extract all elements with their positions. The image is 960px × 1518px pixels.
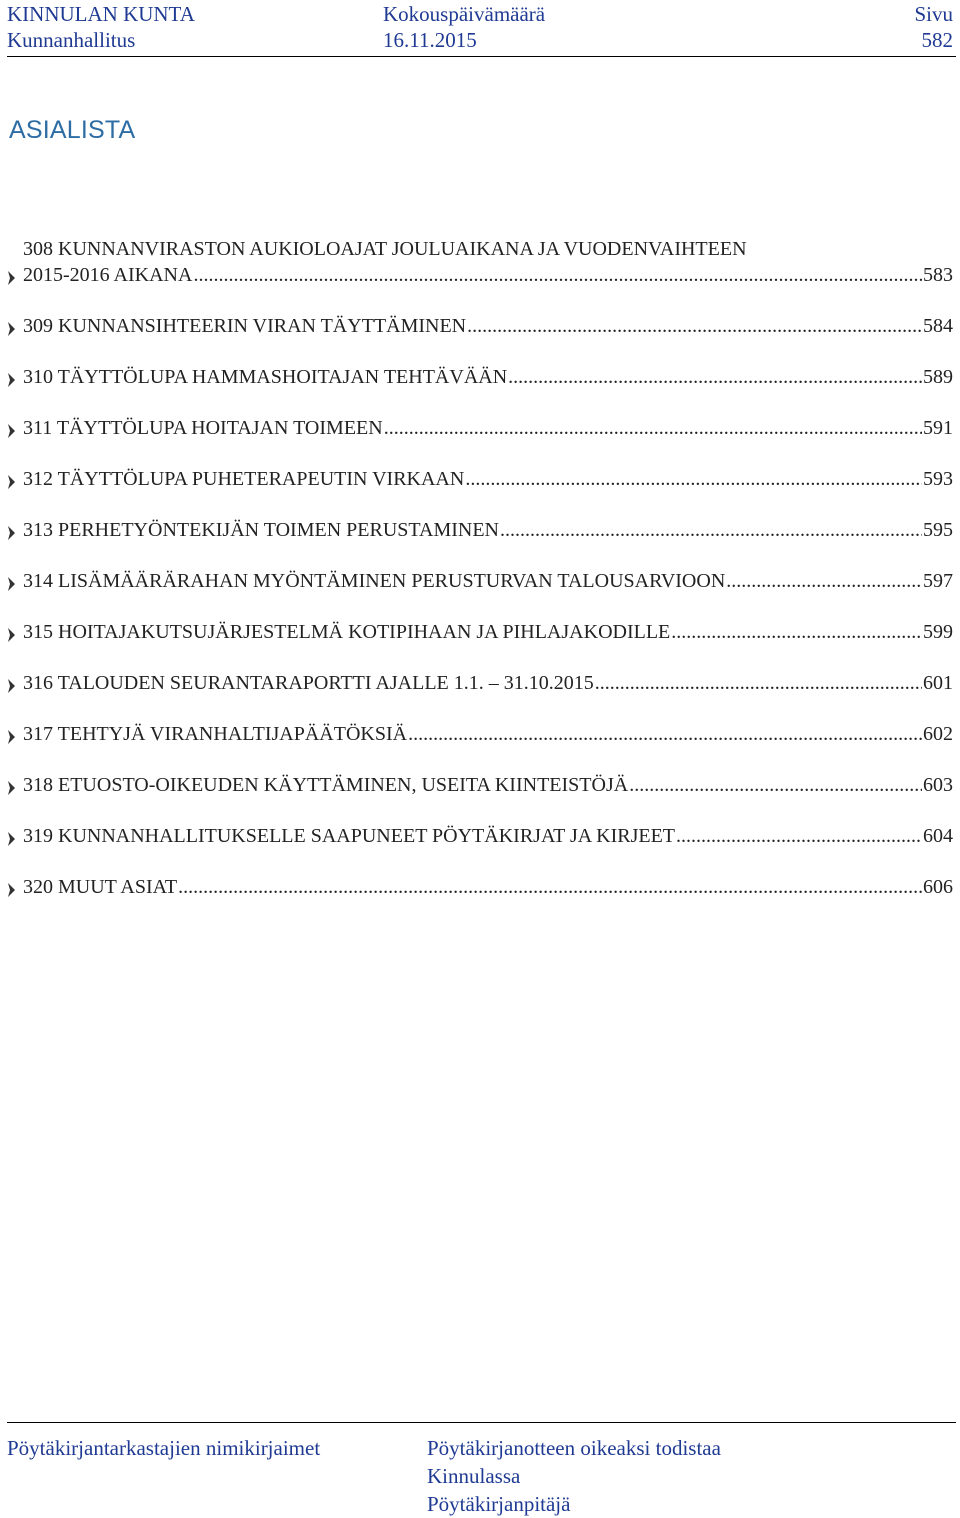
dot-leader bbox=[467, 313, 922, 339]
footer-certification bbox=[427, 1434, 721, 1518]
toc-line bbox=[23, 823, 953, 849]
document-header bbox=[7, 1, 953, 53]
arrow-bullet-icon bbox=[7, 880, 17, 900]
toc-line bbox=[23, 415, 953, 441]
toc-entry bbox=[23, 874, 953, 900]
toc-page-number: 603 bbox=[923, 774, 953, 796]
toc-item-308[interactable] bbox=[7, 204, 953, 298]
arrow-bullet-icon bbox=[7, 421, 17, 441]
toc-page-number: 583 bbox=[923, 264, 953, 286]
toc-item-310[interactable] bbox=[7, 349, 953, 400]
municipality-name: KINNULAN KUNTA bbox=[7, 2, 195, 26]
toc-line bbox=[23, 721, 953, 747]
toc-label: 316 TALOUDEN SEURANTARAPORTTI AJALLE 1.1. – 31.10.2015 bbox=[23, 672, 594, 694]
table-of-contents bbox=[7, 204, 953, 910]
dot-leader bbox=[500, 517, 922, 543]
header-row-1 bbox=[7, 1, 953, 27]
dot-leader bbox=[726, 568, 922, 594]
footer-reviewers bbox=[7, 1434, 320, 1462]
toc-entry bbox=[23, 466, 953, 492]
toc-item-320[interactable] bbox=[7, 859, 953, 910]
dot-leader bbox=[595, 670, 922, 696]
toc-page-number: 601 bbox=[923, 672, 953, 694]
arrow-bullet-icon bbox=[7, 472, 17, 492]
toc-page-number: 589 bbox=[923, 366, 953, 388]
toc-entry bbox=[23, 568, 953, 594]
toc-item-312[interactable] bbox=[7, 451, 953, 502]
toc-label: 2015-2016 AIKANA bbox=[23, 264, 193, 286]
footer-divider bbox=[7, 1422, 956, 1423]
toc-line bbox=[23, 619, 953, 645]
certification-line-2: Kinnulassa bbox=[427, 1464, 521, 1488]
toc-line bbox=[23, 874, 953, 900]
arrow-bullet-icon bbox=[7, 727, 17, 747]
toc-entry bbox=[23, 619, 953, 645]
toc-item-311[interactable] bbox=[7, 400, 953, 451]
toc-label: 318 ETUOSTO-OIKEUDEN KÄYTTÄMINEN, USEITA KIINTEISTÖJÄ bbox=[23, 774, 629, 796]
dot-leader bbox=[408, 721, 922, 747]
dot-leader bbox=[178, 874, 922, 900]
page-title: ASIALISTA bbox=[9, 116, 136, 144]
toc-item-318[interactable] bbox=[7, 757, 953, 808]
dot-leader bbox=[193, 262, 922, 288]
toc-line bbox=[23, 262, 953, 288]
toc-page-number: 599 bbox=[923, 621, 953, 643]
toc-item-314[interactable] bbox=[7, 553, 953, 604]
toc-label: 314 LISÄMÄÄRÄRAHAN MYÖNTÄMINEN PERUSTURVAN TALOUSARVIOON bbox=[23, 570, 726, 592]
arrow-bullet-icon bbox=[7, 574, 17, 594]
toc-label: 320 MUUT ASIAT bbox=[23, 876, 178, 898]
toc-entry bbox=[23, 415, 953, 441]
meeting-date-value: 16.11.2015 bbox=[383, 28, 477, 52]
arrow-bullet-icon bbox=[7, 829, 17, 849]
toc-label: 313 PERHETYÖNTEKIJÄN TOIMEN PERUSTAMINEN bbox=[23, 519, 499, 541]
toc-line bbox=[23, 772, 953, 798]
page-label: Sivu bbox=[914, 2, 953, 26]
toc-label: 312 TÄYTTÖLUPA PUHETERAPEUTIN VIRKAAN bbox=[23, 468, 465, 490]
toc-line bbox=[23, 670, 953, 696]
toc-item-315[interactable] bbox=[7, 604, 953, 655]
reviewers-label: Pöytäkirjantarkastajien nimikirjaimet bbox=[7, 1436, 321, 1460]
arrow-bullet-icon bbox=[7, 319, 17, 339]
toc-label: 309 KUNNANSIHTEERIN VIRAN TÄYTTÄMINEN bbox=[23, 315, 467, 337]
toc-item-317[interactable] bbox=[7, 706, 953, 757]
toc-page-number: 597 bbox=[923, 570, 953, 592]
arrow-bullet-icon bbox=[7, 523, 17, 543]
board-name: Kunnanhallitus bbox=[7, 28, 136, 52]
toc-item-309[interactable] bbox=[7, 298, 953, 349]
header-divider bbox=[7, 56, 956, 57]
header-row-2 bbox=[7, 27, 953, 53]
toc-page-number: 591 bbox=[923, 417, 953, 439]
toc-label: 315 HOITAJAKUTSUJÄRJESTELMÄ KOTIPIHAAN JA PIHLAJAKODILLE bbox=[23, 621, 671, 643]
toc-page-number: 584 bbox=[923, 315, 953, 337]
toc-line bbox=[23, 466, 953, 492]
toc-entry bbox=[23, 364, 953, 390]
dot-leader bbox=[629, 772, 922, 798]
dot-leader bbox=[676, 823, 922, 849]
toc-entry bbox=[23, 313, 953, 339]
toc-page-number: 602 bbox=[923, 723, 953, 745]
toc-page-number: 604 bbox=[923, 825, 953, 847]
page-number: 582 bbox=[921, 28, 953, 52]
toc-label-line1: 308 KUNNANVIRASTON AUKIOLOAJAT JOULUAIKANA JA VUODENVAIHTEEN bbox=[23, 238, 747, 260]
dot-leader bbox=[671, 619, 922, 645]
toc-line bbox=[23, 517, 953, 543]
toc-entry bbox=[23, 670, 953, 696]
toc-page-number: 595 bbox=[923, 519, 953, 541]
dot-leader bbox=[465, 466, 922, 492]
toc-page-number: 593 bbox=[923, 468, 953, 490]
toc-label: 317 TEHTYJÄ VIRANHALTIJAPÄÄTÖKSIÄ bbox=[23, 723, 408, 745]
toc-line bbox=[23, 313, 953, 339]
toc-page-number: 606 bbox=[923, 876, 953, 898]
toc-label: 311 TÄYTTÖLUPA HOITAJAN TOIMEEN bbox=[23, 417, 383, 439]
dot-leader bbox=[384, 415, 922, 441]
toc-line bbox=[23, 364, 953, 390]
toc-entry bbox=[23, 772, 953, 798]
arrow-bullet-icon bbox=[7, 370, 17, 390]
toc-line bbox=[23, 568, 953, 594]
toc-item-316[interactable] bbox=[7, 655, 953, 706]
toc-label: 319 KUNNANHALLITUKSELLE SAAPUNEET PÖYTÄKIRJAT JA KIRJEET bbox=[23, 825, 676, 847]
toc-item-319[interactable] bbox=[7, 808, 953, 859]
toc-entry bbox=[23, 236, 953, 288]
toc-entry bbox=[23, 823, 953, 849]
toc-entry bbox=[23, 517, 953, 543]
arrow-bullet-icon bbox=[7, 676, 17, 696]
toc-item-313[interactable] bbox=[7, 502, 953, 553]
toc-entry bbox=[23, 721, 953, 747]
certification-line-3: Pöytäkirjanpitäjä bbox=[427, 1492, 571, 1516]
meeting-date-label: Kokouspäivämäärä bbox=[383, 2, 546, 26]
certification-line-1: Pöytäkirjanotteen oikeaksi todistaa bbox=[427, 1436, 721, 1460]
arrow-bullet-icon bbox=[7, 778, 17, 798]
arrow-bullet-icon bbox=[7, 268, 17, 288]
arrow-bullet-icon bbox=[7, 625, 17, 645]
dot-leader bbox=[508, 364, 922, 390]
toc-label: 310 TÄYTTÖLUPA HAMMASHOITAJAN TEHTÄVÄÄN bbox=[23, 366, 508, 388]
